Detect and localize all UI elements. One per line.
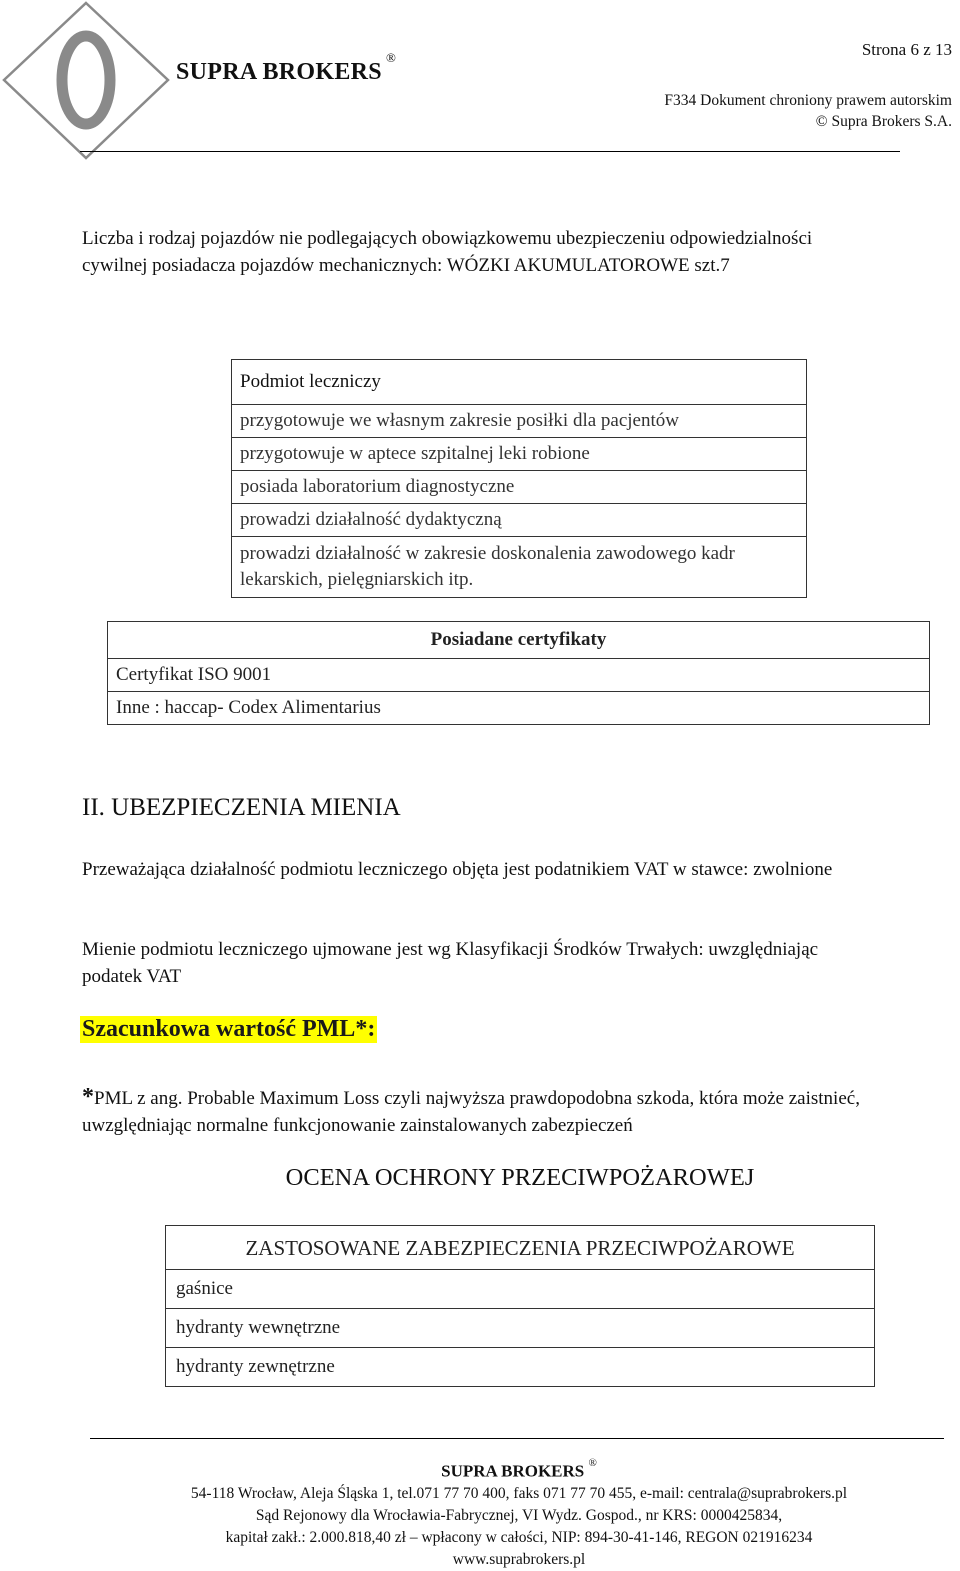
vat-paragraph: Przeważająca działalność podmiotu leczniczego objęta jest podatnikiem VAT w stawce: zwolnione xyxy=(82,859,833,880)
fire-protection-title: OCENA OCHRONY PRZECIWPOŻAROWEJ xyxy=(285,1164,755,1191)
footer-address: 54-118 Wrocław, Aleja Śląska 1, tel.071 77 70 400, faks 071 77 70 455, e-mail: centrala@suprabrokers.pl xyxy=(190,1484,848,1502)
pml-asterisk: * xyxy=(82,1084,94,1110)
certificate-row: Certyfikat ISO 9001 xyxy=(108,659,930,692)
certificates-table-header: Posiadane certyfikaty xyxy=(108,622,930,659)
header-divider xyxy=(80,151,900,152)
page-number: Strona 6 z 13 xyxy=(861,40,952,59)
certificates-table xyxy=(107,621,930,725)
asset-paragraph: Mienie podmiotu leczniczego ujmowane jest wg Klasyfikacji Środków Trwałych: uwzględniając podatek VAT xyxy=(82,939,819,987)
fire-table-header: ZASTOSOWANE ZABEZPIECZENIA PRZECIWPOŻAROWE xyxy=(166,1226,875,1270)
facility-row: prowadzi działalność w zakresie doskonalenia zawodowego kadr lekarskich, pielęgniarskich itp. xyxy=(232,537,807,598)
fire-protection-table xyxy=(165,1225,875,1387)
document-notice xyxy=(664,90,952,132)
footer-registered-mark: ® xyxy=(588,1457,597,1469)
footer-website[interactable]: www.suprabrokers.pl xyxy=(452,1550,586,1568)
doc-notice-text: F334 Dokument chroniony prawem autorskim xyxy=(664,92,952,109)
intro-paragraph: Liczba i rodzaj pojazdów nie podlegających obowiązkowemu ubezpieczeniu odpowiedzialności cywilnej posiadacza pojazdów mechanicznych: WÓZKI AKUMULATOROWE szt.7 xyxy=(82,228,813,276)
facility-row: prowadzi działalność dydaktyczną xyxy=(232,504,807,537)
footer-capital: kapitał zakł.: 2.000.818,40 zł – wpłacony w całości, NIP: 894-30-41-146, REGON 021916234 xyxy=(225,1528,813,1546)
fire-row: hydranty wewnętrzne xyxy=(166,1309,875,1348)
facility-row: przygotowuje we własnym zakresie posiłki dla pacjentów xyxy=(232,405,807,438)
footer-brand: SUPRA BROKERS ® xyxy=(441,1457,597,1481)
section-title: II. UBEZPIECZENIA MIENIA xyxy=(82,794,401,821)
footer-divider xyxy=(90,1438,944,1439)
certificate-row: Inne : haccap- Codex Alimentarius xyxy=(108,692,930,725)
facility-row: posiada laboratorium diagnostyczne xyxy=(232,471,807,504)
footer xyxy=(0,1456,960,1571)
registered-mark: ® xyxy=(385,50,397,65)
facility-row: przygotowuje w aptece szpitalnej leki robione xyxy=(232,438,807,471)
facility-table xyxy=(231,359,807,598)
pml-note xyxy=(82,1084,912,1139)
header-brand: SUPRA BROKERS® xyxy=(176,50,397,85)
footer-court: Sąd Rejonowy dla Wrocławia-Fabrycznej, VI Wydz. Gospod., nr KRS: 0000425834, xyxy=(255,1506,783,1524)
fire-row: gaśnice xyxy=(166,1270,875,1309)
fire-row: hydranty zewnętrzne xyxy=(166,1348,875,1387)
pml-note-text: PML z ang. Probable Maximum Loss czyli najwyższa prawdopodobna szkoda, która może zaistnieć, uwzględniając normalne funkcjonowanie zainstalowanych zabezpieczeń xyxy=(82,1088,860,1136)
pml-label: Szacunkowa wartość PML*: xyxy=(82,1016,376,1042)
copyright-text: © Supra Brokers S.A. xyxy=(815,113,952,130)
company-logo-icon xyxy=(0,0,175,165)
facility-table-header: Podmiot leczniczy xyxy=(232,360,807,405)
